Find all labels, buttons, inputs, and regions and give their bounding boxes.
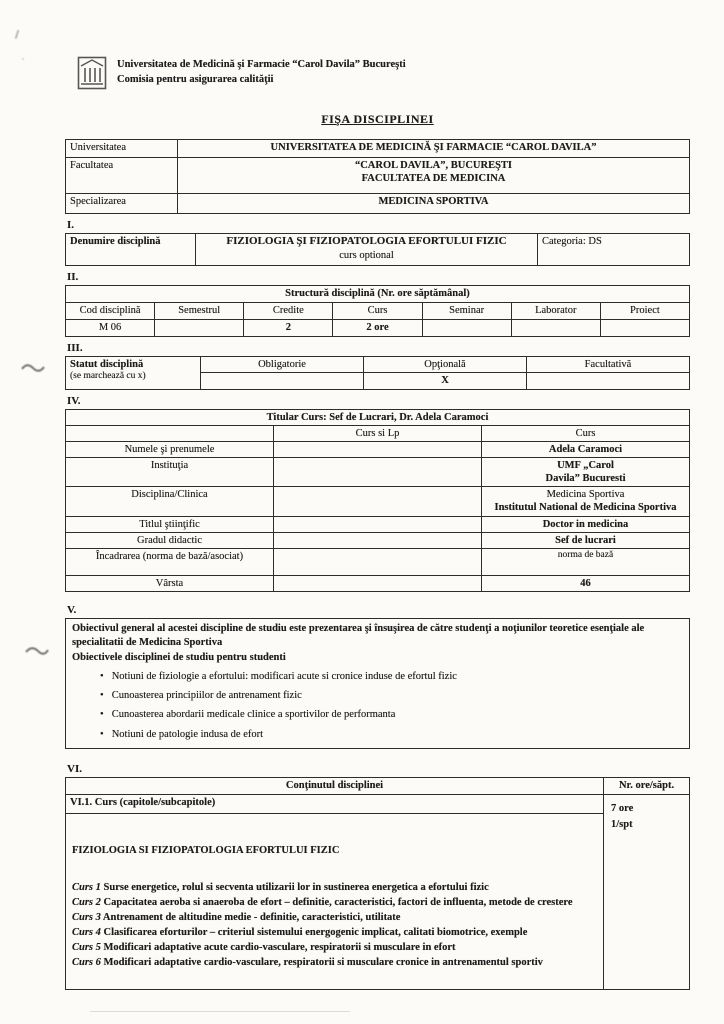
content-header: Conţinutul disciplinei <box>66 777 604 794</box>
lecturer-table <box>65 409 690 592</box>
course-item: Curs 1 Surse energetice, rolul si secventa utilizarii lor in sustinerea energetica a efortului fizic <box>72 881 489 893</box>
lecturer-label-institution: Instituţia <box>66 458 274 487</box>
course-item: Curs 3 Antrenament de altitudine medie - definitie, caracteristici, utilitate <box>72 911 401 923</box>
course-item: Curs 5 Modificari adaptative acute cardio-vasculare, respiratorii si musculare in efort <box>72 941 456 953</box>
lecturer-col-curs: Curs <box>482 425 690 441</box>
discipline-name-value: FIZIOLOGIA ŞI FIZIOPATOLOGIA EFORTULUI FIZIC curs optional <box>196 234 538 266</box>
structure-value-laborator <box>511 320 600 337</box>
structure-header-seminar: Seminar <box>422 303 511 320</box>
scan-smudge <box>22 58 24 60</box>
section-number-6: VI. <box>67 762 82 775</box>
structure-header-curs: Curs <box>333 303 422 320</box>
scan-smudge <box>20 360 46 376</box>
course-item: Curs 6 Modificari adaptative cardio-vasculare, respiratorii si musculare cronice in antrenamentul sportiv <box>72 956 543 968</box>
lecturer-empty-cell <box>66 425 274 441</box>
lecturer-value-rank: Sef de lucrari <box>482 532 690 548</box>
discipline-name-table <box>65 233 690 266</box>
lecturer-label-clinic: Disciplina/Clinica <box>66 487 274 516</box>
lecturer-mid-cell <box>274 532 482 548</box>
course-content-cell <box>66 813 604 989</box>
lecturer-value-name: Adela Caramoci <box>482 441 690 457</box>
status-mark-obligatorie <box>201 373 364 389</box>
structure-header-laborator: Laborator <box>511 303 600 320</box>
general-objective: Obiectivul general al acestei discipline de studiu este prezentarea şi însuşirea de către studenţi a noţiunilor teoretice esenţiale ale specialitatii de Medicina Sportiva <box>72 622 645 648</box>
structure-header-semestrul: Semestrul <box>155 303 244 320</box>
objective-item <box>100 707 683 722</box>
content-table <box>65 777 690 990</box>
structure-value-proiect <box>600 320 689 337</box>
status-option-optionala: Opţională <box>364 357 527 373</box>
content-subsection: VI.1. Curs (capitole/subcapitole) <box>66 794 604 813</box>
structure-title: Structură disciplină (Nr. ore săptămânal) <box>66 286 690 303</box>
lecturer-label-degree: Titlul ştiinţific <box>66 516 274 532</box>
status-option-facultativa: Facultativă <box>527 357 690 373</box>
status-table <box>65 356 690 389</box>
lecturer-mid-cell <box>274 458 482 487</box>
hours-cell: 7 ore 1/spt <box>604 794 690 989</box>
structure-value-seminar <box>422 320 511 337</box>
hours-header: Nr. ore/săpt. <box>604 777 690 794</box>
letterhead-commission: Comisia pentru asigurarea calităţii <box>117 73 274 85</box>
course-item: Curs 4 Clasificarea eforturilor – criteriul sistemului energogenic implicat, calitati biomotrice, exemple <box>72 926 528 938</box>
lecturer-label-employment: Încadrarea (norma de bază/asociat) <box>66 548 274 575</box>
status-mark-optionala: X <box>364 373 527 389</box>
lecturer-value-degree: Doctor in medicina <box>482 516 690 532</box>
lecturer-value-institution: UMF „Carol Davila” Bucuresti <box>482 458 690 487</box>
objective-item <box>100 669 683 684</box>
lecturer-mid-cell <box>274 516 482 532</box>
lecturer-col-curs-lp: Curs si Lp <box>274 425 482 441</box>
discipline-category: Categoria: DS <box>538 234 690 266</box>
lecturer-mid-cell <box>274 441 482 457</box>
lecturer-value-clinic: Medicina Sportiva Institutul National de Medicina Sportiva <box>482 487 690 516</box>
bullet-icon: • <box>100 670 104 682</box>
section-number-4: IV. <box>67 394 81 407</box>
status-mark-facultativa <box>527 373 690 389</box>
structure-table <box>65 285 690 337</box>
objective-item <box>100 688 683 703</box>
lecturer-title: Titular Curs: Sef de Lucrari, Dr. Adela Caramoci <box>66 409 690 425</box>
objective-item <box>100 727 683 742</box>
scan-smudge <box>24 642 50 658</box>
lecturer-label-name: Numele şi prenumele <box>66 441 274 457</box>
lecturer-value-age: 46 <box>482 575 690 591</box>
status-option-obligatorie: Obligatorie <box>201 357 364 373</box>
structure-value-cod: M 06 <box>66 320 155 337</box>
info-label-specializarea: Specializarea <box>66 194 178 214</box>
lecturer-label-rank: Gradul didactic <box>66 532 274 548</box>
lecturer-mid-cell <box>274 575 482 591</box>
lecturer-value-employment: norma de bază <box>482 548 690 575</box>
structure-header-cod: Cod disciplină <box>66 303 155 320</box>
discipline-name-label: Denumire disciplină <box>66 234 196 266</box>
section-number-1: I. <box>67 219 75 231</box>
info-label-facultatea: Facultatea <box>66 158 178 194</box>
scan-smudge <box>90 1011 350 1012</box>
structure-header-proiect: Proiect <box>600 303 689 320</box>
bullet-icon: • <box>100 728 104 740</box>
objectives-box <box>65 618 690 749</box>
section-number-5: V. <box>67 603 77 616</box>
course-item: Curs 2 Capacitatea aeroba si anaeroba de efort – definitie, caracteristici, factori de influenta, metode de crestere <box>72 896 573 908</box>
objectives-title: Obiectivele disciplinei de studiu pentru studenti <box>72 652 286 664</box>
structure-value-semestrul <box>155 320 244 337</box>
lecturer-label-age: Vârsta <box>66 575 274 591</box>
course-title: FIZIOLOGIA SI FIZIOPATOLOGIA EFORTULUI FIZIC <box>72 844 340 856</box>
structure-value-credite: 2 <box>244 320 333 337</box>
letterhead <box>77 56 690 94</box>
bullet-icon: • <box>100 690 104 702</box>
info-value-universitatea: UNIVERSITATEA DE MEDICINĂ ŞI FARMACIE “CAROL DAVILA” <box>178 140 690 158</box>
info-label-universitatea: Universitatea <box>66 140 178 158</box>
objective-text: Cunoasterea abordarii medicale clinice a sportivilor de performanta <box>111 709 396 721</box>
document-content <box>65 56 690 990</box>
bullet-icon: • <box>100 709 104 721</box>
university-info-table <box>65 139 690 214</box>
structure-value-curs: 2 ore <box>333 320 422 337</box>
lecturer-mid-cell <box>274 487 482 516</box>
university-logo <box>77 56 107 90</box>
objective-text: Cunoasterea principiilor de antrenament fizic <box>111 690 302 702</box>
document-title: FIŞA DISCIPLINEI <box>321 112 434 126</box>
course-list <box>72 881 597 970</box>
scan-smudge <box>15 30 21 39</box>
info-value-specializarea: MEDICINA SPORTIVA <box>178 194 690 214</box>
section-number-2: II. <box>67 271 79 284</box>
status-label: Statut disciplină (se marchează cu x) <box>66 357 201 389</box>
structure-header-credite: Credite <box>244 303 333 320</box>
section-number-3: III. <box>67 342 83 355</box>
lecturer-mid-cell <box>274 548 482 575</box>
info-value-facultatea: “CAROL DAVILA”, BUCUREŞTI FACULTATEA DE MEDICINA <box>178 158 690 194</box>
objective-text: Notiuni de patologie indusa de efort <box>111 728 264 740</box>
letterhead-university: Universitatea de Medicină şi Farmacie “Carol Davila” Bucureşti <box>117 59 406 70</box>
objective-text: Notiuni de fiziologie a efortului: modificari acute si cronice induse de efortul fizic <box>111 670 457 682</box>
